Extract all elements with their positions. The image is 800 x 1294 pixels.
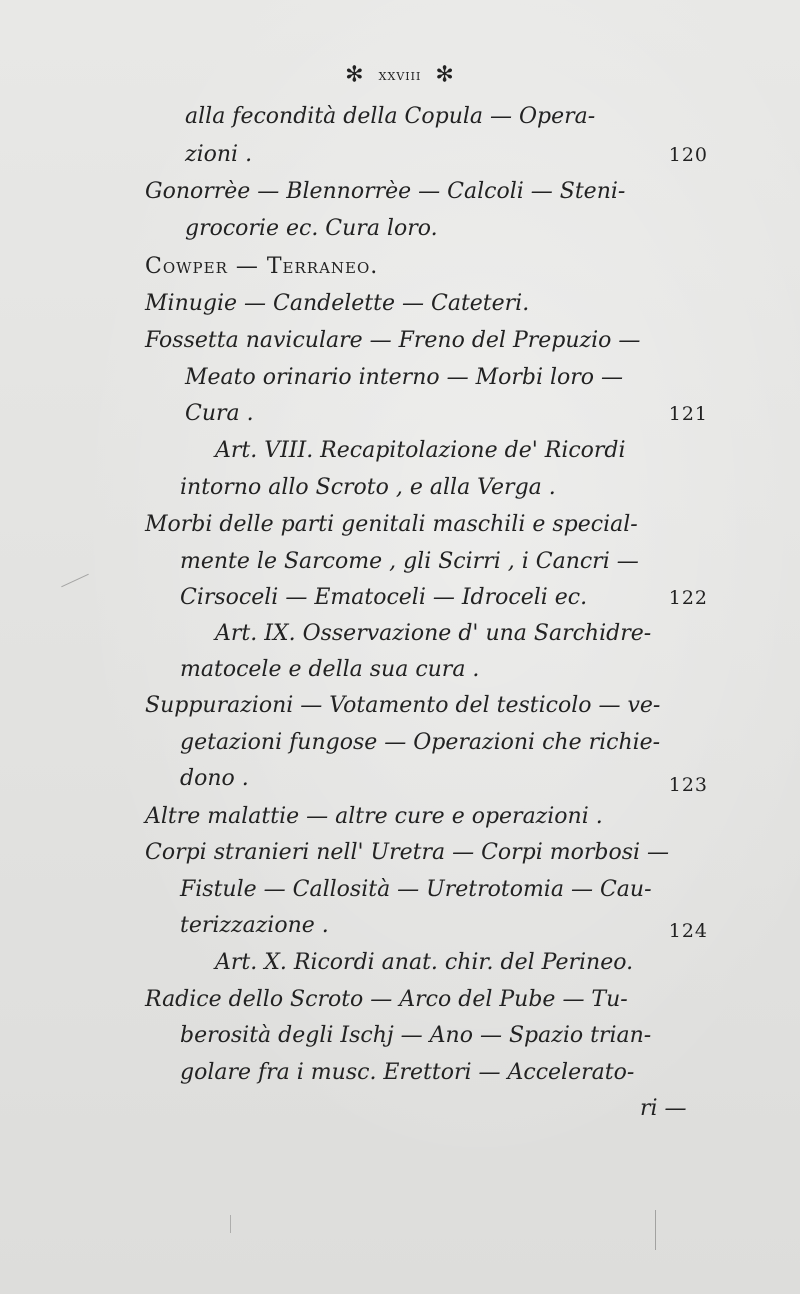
toc-page-ref: 120 xyxy=(668,144,708,166)
toc-line: Gonorrèe — Blennorrèe — Calcoli — Steni- xyxy=(145,179,626,204)
toc-line: getazioni fungose — Operazioni che richie- xyxy=(180,730,661,755)
toc-line: dono . xyxy=(180,766,249,791)
toc-line: Minugie — Candelette — Cateteri. xyxy=(145,291,530,316)
toc-line: Art. IX. Osservazione d' una Sarchidre- xyxy=(215,621,652,646)
toc-line: berosità degli Ischj — Ano — Spazio trian- xyxy=(180,1023,652,1048)
toc-line: Suppurazioni — Votamento del testicolo — ve- xyxy=(145,693,661,718)
toc-line: Cowper — Terraneo. xyxy=(145,254,379,279)
toc-line: matocele e della sua cura . xyxy=(180,657,480,682)
ornament-right-icon: ✻ xyxy=(435,62,455,88)
paper-mark xyxy=(655,1210,656,1250)
page-header xyxy=(0,62,800,89)
paper-mark xyxy=(61,574,89,588)
toc-line: Radice dello Scroto — Arco del Pube — Tu- xyxy=(145,987,628,1012)
toc-line: Morbi delle parti genitali maschili e special- xyxy=(145,512,638,537)
toc-line: golare fra i musc. Erettori — Accelerato- xyxy=(180,1060,635,1085)
page-number: xxviii xyxy=(378,66,422,84)
paper-mark xyxy=(230,1215,231,1233)
toc-line: Cura . xyxy=(185,401,254,426)
toc-line: Corpi stranieri nell' Uretra — Corpi morbosi — xyxy=(145,840,670,865)
toc-line: Art. X. Ricordi anat. chir. del Perineo. xyxy=(215,950,634,975)
toc-line: grocorie ec. Cura loro. xyxy=(185,216,438,241)
toc-page-ref: 124 xyxy=(668,920,708,942)
toc-line: Fistule — Callosità — Uretrotomia — Cau- xyxy=(180,877,652,902)
toc-line: Art. VIII. Recapitolazione de' Ricordi xyxy=(215,438,626,463)
toc-line: intorno allo Scroto , e alla Verga . xyxy=(180,475,556,500)
toc-line: Cirsoceli — Ematoceli — Idroceli ec. xyxy=(180,585,588,610)
toc-line: zioni . xyxy=(185,142,253,167)
toc-line: terizzazione . xyxy=(180,913,329,938)
toc-page-ref: 122 xyxy=(668,587,708,609)
toc-line: alla fecondità della Copula — Opera- xyxy=(185,104,596,129)
toc-line: Altre malattie — altre cure e operazioni . xyxy=(145,804,603,829)
toc-line: Fossetta naviculare — Freno del Prepuzio — xyxy=(145,328,641,353)
toc-page-ref: 121 xyxy=(668,403,708,425)
toc-line: ri — xyxy=(640,1096,687,1121)
ornament-left-icon: ✻ xyxy=(345,62,365,88)
toc-line: mente le Sarcome , gli Scirri , i Cancri — xyxy=(180,549,639,574)
toc-page-ref: 123 xyxy=(668,774,708,796)
toc-line: Meato orinario interno — Morbi loro — xyxy=(185,365,624,390)
